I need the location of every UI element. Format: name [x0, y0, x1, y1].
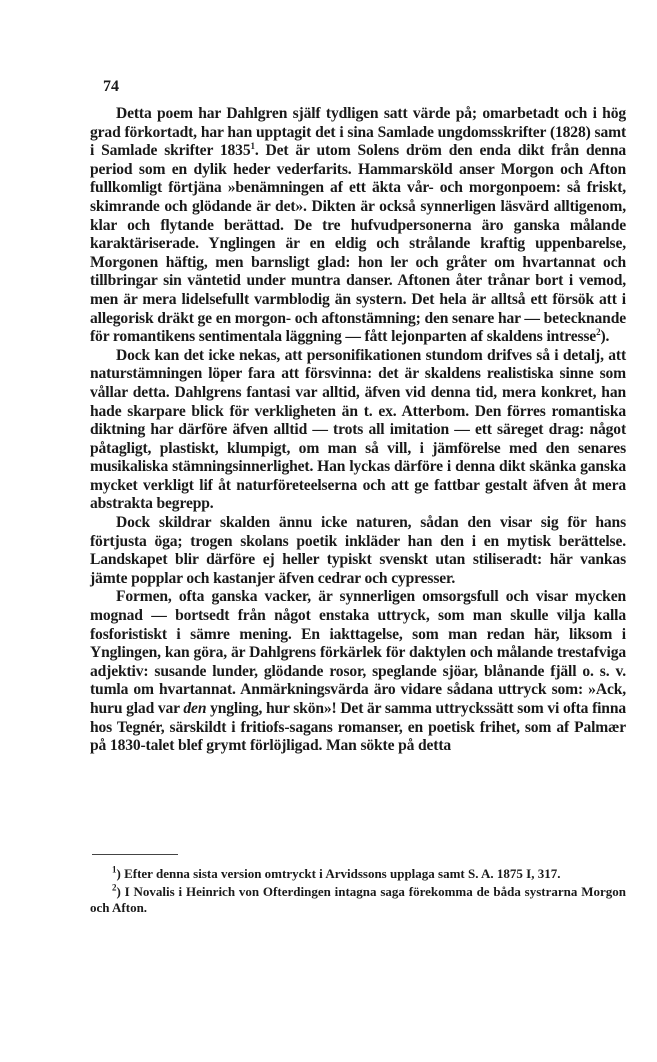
footnotes	[90, 866, 626, 918]
paragraph-2: Dock kan det icke nekas, att personifikationen stundom drifves så i detalj, att naturstämningen löper fara att försvinna: det är skaldens realistiska sinne som vållar detta. Dahlgrens fantasi var alltid, äfven vid denna tid, mera konkret, han hade skarpare blick för verkligheten än t. ex. Atterbom. Den förres romantiska diktning har därföre äfven alltid — trots all imitation — ett säreget drag: något påtagligt, plastiskt, klumpigt, om man så vill, i jämförelse med den senares musikaliska stämningsinnerlighet. Han lyckas därföre i denna dikt skänka ganska mycket verkligt lif åt naturföreteelserna och att ge fattbar gestalt äfven åt mera abstrakta begrepp.	[90, 346, 626, 513]
paragraph-4: Formen, ofta ganska vacker, är synnerligen omsorgsfull och visar mycken mognad — bortsedt från något enstaka uttryck, som man skulle vilja kalla fosforistiskt i sämre mening. En iakttagelse, som man redan här, liksom i Ynglingen, kan göra, är Dahlgrens förkärlek för daktylen och målande trestafviga adjektiv: susande lunder, glödande rosor, speglande sjöar, blånande fjäll o. s. v. tumla om hvartannat. Anmärkningsvärda äro vidare sådana uttryck som: »Ack, huru glad var den yngling, hur skön»! Det är samma uttryckssätt som vi ofta finna hos Tegnér, särskildt i fritiofs-sagans romanser, en poetisk frihet, som af Palmær på 1830-talet blef grymt förlöjligad. Man sökte på detta	[90, 588, 626, 755]
paragraph-1: Detta poem har Dahlgren själf tydligen satt värde på; omarbetadt och i hög grad förkortadt, har han upptagit det i sina Samlade ungdomsskrifter (1828) samt i Samlade skrifter 1835$^1$. Det är utom Solens dröm den enda dikt från denna period som en dylik heder vederfarits. Hammarsköld anser Morgon och Afton fullkomligt förtjäna »benämningen af ett äkta vår- och morgonpoem: så friskt, skimrande och glödande är det». Dikten är också synnerligen läsvärd alltigenom, klar och flytande berättad. De tre hufvudpersonerna äro ganska målande karaktäriserade. Ynglingen är en eldig och strålande kraftig uppenbarelse, Morgonen häftig, men barnsligt glad: hon ler och gråter om hvartannat och tillbringar sin väntetid under muntra danser. Aftonen åter trånar bort i vemod, men är mera lidelsefullt varmblodig än systern. Det hela är alltså ett försök att i allegorisk dräkt ge en morgon- och aftonstämning; den senare har — betecknande för romantikens sentimentala läggning — fått lejonparten af skaldens intresse$^2$).	[90, 105, 627, 346]
paragraph-3: Dock skildrar skalden ännu icke naturen, sådan den visar sig för hans förtjusta öga; trogen skolans poetik inkläder han den i en mytisk berättelse. Landskapet blir därföre ej heller typiskt svenskt utan stiliseradt: här vankas jämte popplar och kastanjer äfven cedrar och cypresser.	[90, 514, 626, 587]
body-text	[90, 105, 626, 756]
footnote-1: $^1$) Efter denna sista version omtryckt i Arvidssons upplaga samt S. A. 1875 I, 317.	[112, 864, 561, 881]
page-number: 74	[103, 78, 119, 95]
italic-word: den	[183, 700, 207, 717]
footnote-divider	[92, 854, 178, 855]
footnote-ref-1: 1	[250, 141, 255, 151]
footnote-2: $^2$) I Novalis i Heinrich von Ofterdingen intagna saga förekomma de båda systrarna Morgon och Afton.	[90, 882, 626, 915]
footnote-ref-2: 2	[596, 326, 601, 337]
